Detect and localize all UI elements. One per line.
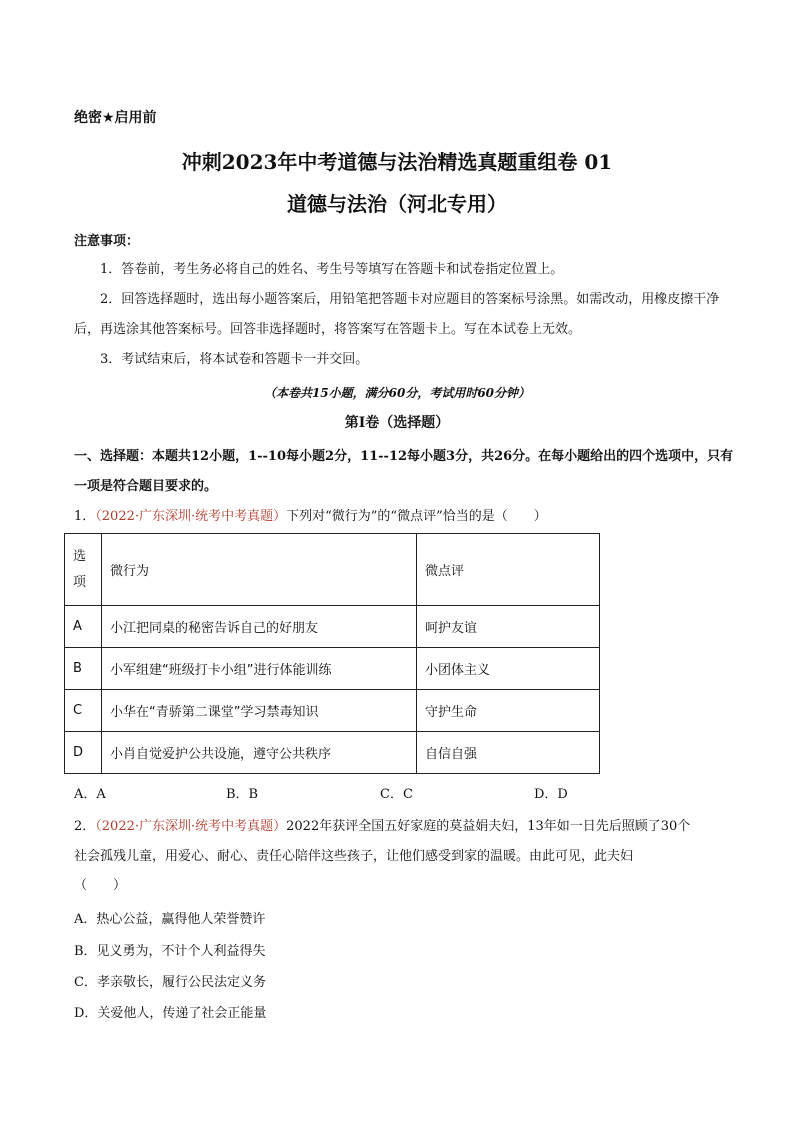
table-row (65, 648, 600, 690)
part-heading: 第Ⅰ卷（选择题） (344, 415, 450, 431)
question-text: 下列对“微行为”的“微点评”恰当的是（ ） (286, 509, 547, 524)
table-cell: A (65, 606, 102, 648)
table-cell: 守护生命 (417, 690, 600, 732)
question-text: 2022年获评全国五好家庭的莫益娟夫妇，13年如一日先后照顾了30个 (286, 819, 691, 834)
choice-a: A．A (74, 787, 106, 802)
question-2-blank: （ ） (74, 878, 127, 893)
notice-item-2: 2．回答选择题时，选出每小题答案后，用铅笔把答题卡对应题目的答案标号涂黑。如需改动，用橡皮擦干净后，再选涂其他答案标号。回答非选择题时，将答案写在答题卡上。写在本试卷上无效。 (74, 292, 720, 337)
exam-meta: （本卷共15小题，满分60分，考试用时60分钟） (263, 386, 531, 400)
table-cell: 小军组建“班级打卡小组”进行体能训练 (102, 648, 417, 690)
table-cell: 小江把同桌的秘密告诉自己的好朋友 (102, 606, 417, 648)
table-cell: D (65, 732, 102, 774)
question-2-stem-line-2: 社会孤残儿童，用爱心、耐心、责任心陪伴这些孩子，让他们感受到家的温暖。由此可见，此夫妇 (74, 849, 634, 864)
table-cell: 小团体主义 (417, 648, 600, 690)
table-row (65, 606, 600, 648)
options-table (64, 533, 600, 774)
table-cell: B (65, 648, 102, 690)
table-cell: C (65, 690, 102, 732)
table-cell: 呵护友谊 (417, 606, 600, 648)
confidential-label: 绝密★启用前 (74, 110, 157, 126)
question-number: 1． (74, 509, 96, 524)
question-2-option-a: A．热心公益，赢得他人荣誉赞许 (74, 912, 266, 927)
table-cell: 小华在“青骄第二课堂”学习禁毒知识 (102, 690, 417, 732)
table-header-cell (65, 534, 102, 606)
header-option: 选项 (73, 548, 87, 590)
question-source: （2022·广东深圳·统考中考真题） (95, 819, 287, 834)
notice-item-3: 3．考试结束后，将本试卷和答题卡一并交回。 (100, 352, 369, 367)
question-2-option-c: C．孝亲敬长，履行公民法定义务 (74, 975, 266, 990)
question-source: （2022·广东深圳·统考中考真题） (95, 509, 287, 524)
exam-subtitle: 道德与法治（河北专用） (287, 192, 507, 216)
notice-heading: 注意事项： (74, 234, 140, 249)
question-2-option-d: D．关爱他人，传递了社会正能量 (74, 1006, 267, 1021)
notice-item-1: 1．答卷前，考生务必将自己的姓名、考生号等填写在答题卡和试卷指定位置上。 (100, 262, 564, 277)
table-row (65, 732, 600, 774)
question-2-stem (74, 812, 734, 842)
table-cell: 小肖自觉爱护公共设施，遵守公共秩序 (102, 732, 417, 774)
section-intro: 一、选择题：本题共12小题，1--10每小题2分，11--12每小题3分，共26分。在每小题给出的四个选项中，只有一项是符合题目要求的。 (74, 449, 734, 494)
table-header-cell: 微行为 (102, 534, 417, 606)
question-number: 2． (74, 819, 96, 834)
table-row (65, 690, 600, 732)
table-header-row (65, 534, 600, 606)
question-1-stem (74, 502, 734, 532)
table-header-cell: 微点评 (417, 534, 600, 606)
table-cell: 自信自强 (417, 732, 600, 774)
choice-b: B．B (226, 787, 259, 802)
question-2-option-b: B．见义勇为，不计个人利益得失 (74, 944, 266, 959)
exam-title: 冲刺2023年中考道德与法治精选真题重组卷 01 (181, 150, 613, 174)
choice-d: D．D (534, 787, 568, 802)
choice-c: C．C (380, 787, 413, 802)
